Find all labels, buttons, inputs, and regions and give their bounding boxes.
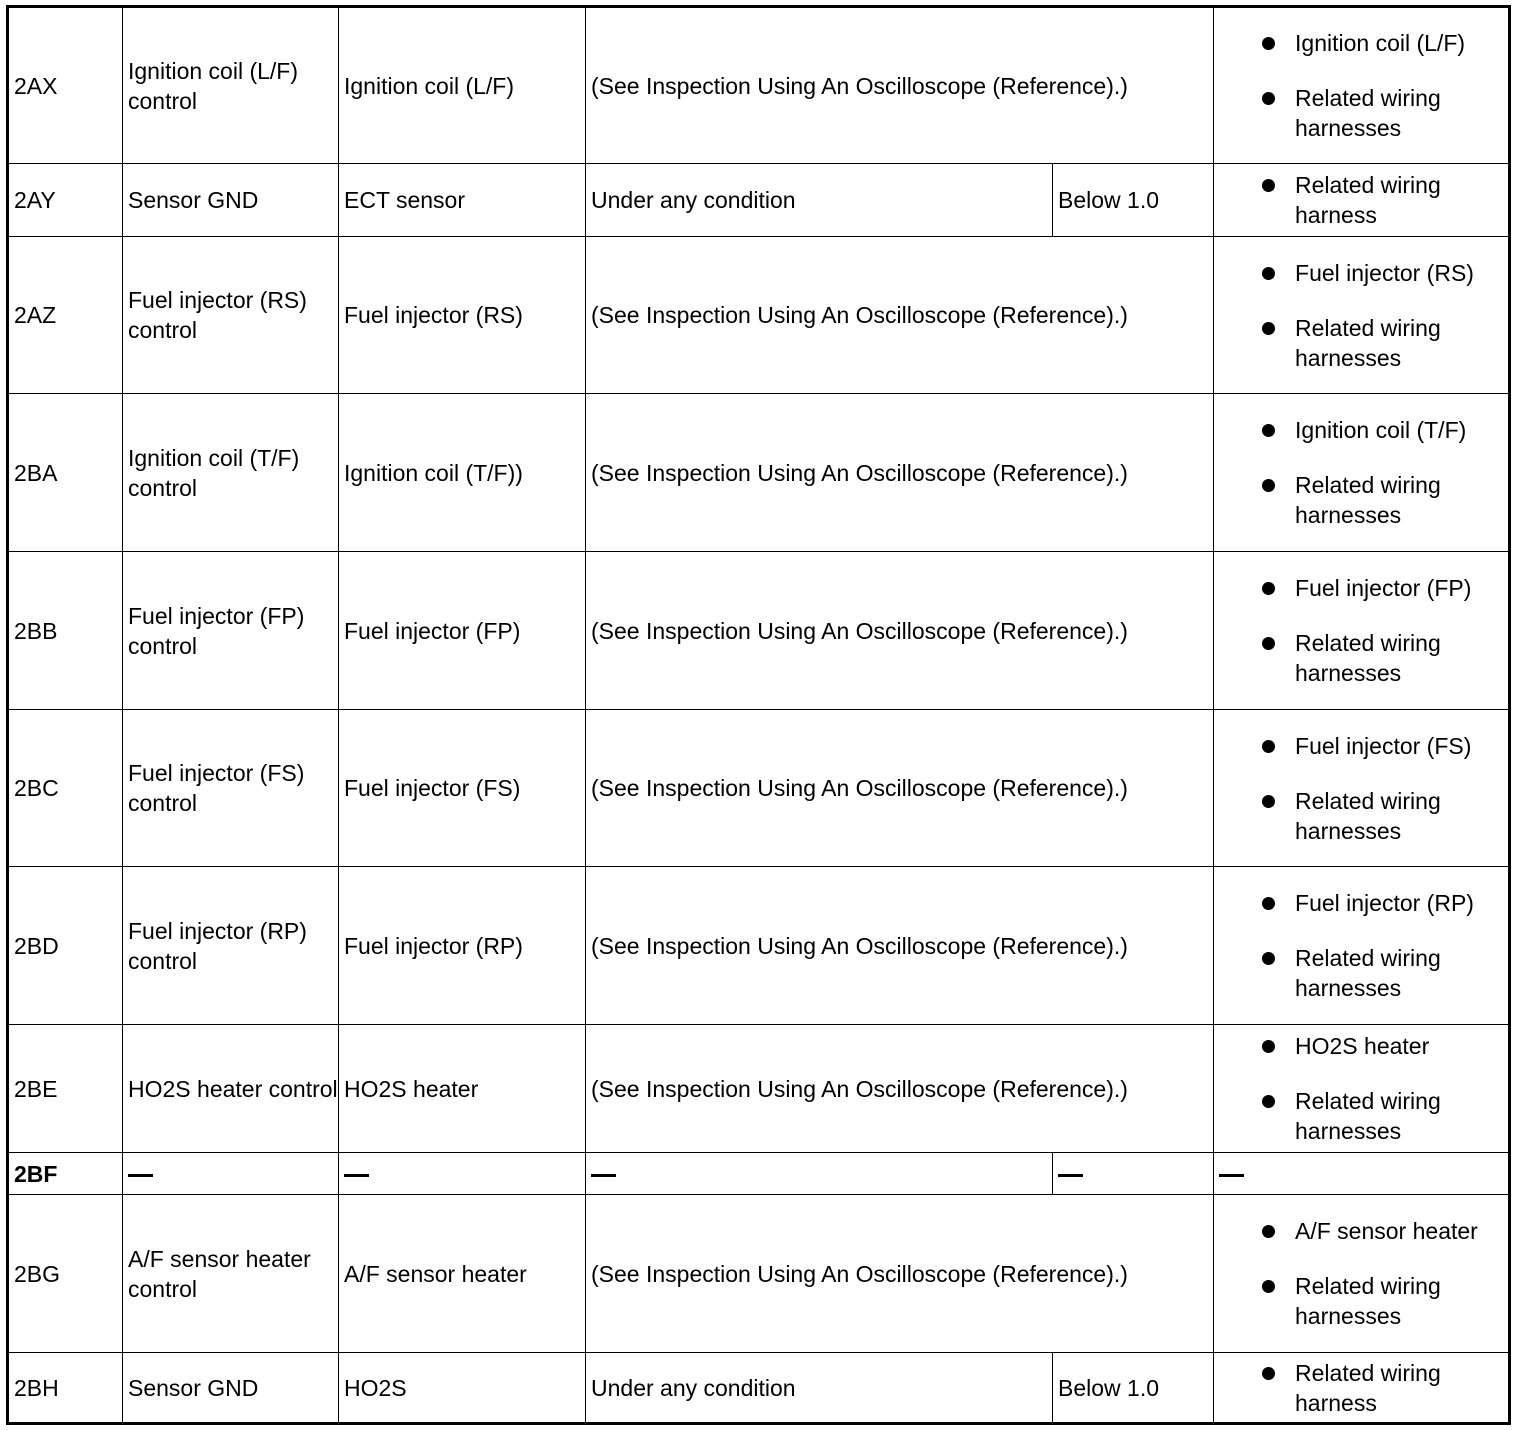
check-item: Related wiring harnesses bbox=[1262, 628, 1508, 688]
check-item: HO2S heater bbox=[1262, 1031, 1508, 1061]
terminal-cell: 2BD bbox=[8, 867, 123, 1025]
table-row bbox=[8, 552, 1510, 710]
check-item: Related wiring harnesses bbox=[1262, 1271, 1508, 1331]
voltage-cell bbox=[1053, 1153, 1214, 1195]
table-row bbox=[8, 1353, 1510, 1424]
check-items-cell bbox=[1214, 1153, 1510, 1195]
test-condition-cell: (See Inspection Using An Oscilloscope (Reference).) bbox=[586, 7, 1214, 164]
terminal-cell: 2BE bbox=[8, 1025, 123, 1153]
check-item: Related wiring harness bbox=[1262, 170, 1508, 230]
check-items-cell bbox=[1214, 867, 1510, 1025]
signal-name-cell: Fuel injector (FP) control bbox=[123, 552, 339, 710]
voltage-cell: Below 1.0 bbox=[1053, 164, 1214, 237]
check-items-cell bbox=[1214, 7, 1510, 164]
check-item-list bbox=[1214, 1358, 1508, 1418]
check-item: Related wiring harnesses bbox=[1262, 786, 1508, 846]
signal-name-cell: Ignition coil (T/F) control bbox=[123, 394, 339, 552]
dash-placeholder bbox=[1058, 1174, 1083, 1177]
check-item: Related wiring harnesses bbox=[1262, 83, 1508, 143]
connected-to-cell: Fuel injector (RP) bbox=[339, 867, 586, 1025]
terminal-cell: 2AX bbox=[8, 7, 123, 164]
connected-to-cell: Fuel injector (FP) bbox=[339, 552, 586, 710]
check-items-cell bbox=[1214, 1195, 1510, 1353]
check-item: Fuel injector (FP) bbox=[1262, 573, 1508, 603]
connected-to-cell: Fuel injector (RS) bbox=[339, 237, 586, 394]
check-item-list bbox=[1214, 415, 1508, 530]
check-item-list bbox=[1214, 573, 1508, 688]
connected-to-cell: Ignition coil (T/F)) bbox=[339, 394, 586, 552]
dash-placeholder bbox=[344, 1174, 369, 1177]
table-row bbox=[8, 1195, 1510, 1353]
table-body bbox=[8, 7, 1510, 1424]
connected-to-cell: Fuel injector (FS) bbox=[339, 710, 586, 867]
check-item: Related wiring harnesses bbox=[1262, 943, 1508, 1003]
check-item-list bbox=[1214, 888, 1508, 1003]
terminal-cell: 2AZ bbox=[8, 237, 123, 394]
check-item: A/F sensor heater bbox=[1262, 1216, 1508, 1246]
check-items-cell bbox=[1214, 237, 1510, 394]
table-row bbox=[8, 7, 1510, 164]
signal-name-cell: Fuel injector (RS) control bbox=[123, 237, 339, 394]
terminal-cell: 2BF bbox=[8, 1153, 123, 1195]
check-item-list bbox=[1214, 1031, 1508, 1146]
terminal-cell: 2AY bbox=[8, 164, 123, 237]
check-items-cell bbox=[1214, 394, 1510, 552]
signal-name-cell: HO2S heater control bbox=[123, 1025, 339, 1153]
terminal-cell: 2BH bbox=[8, 1353, 123, 1424]
signal-name-cell: Fuel injector (RP) control bbox=[123, 867, 339, 1025]
check-items-cell bbox=[1214, 552, 1510, 710]
dash-placeholder bbox=[591, 1174, 616, 1177]
dash-placeholder bbox=[128, 1174, 153, 1177]
test-condition-cell: Under any condition bbox=[586, 1353, 1053, 1424]
signal-name-cell: Sensor GND bbox=[123, 164, 339, 237]
connected-to-cell: Ignition coil (L/F) bbox=[339, 7, 586, 164]
check-item: Related wiring harnesses bbox=[1262, 313, 1508, 373]
test-condition-cell: Under any condition bbox=[586, 164, 1053, 237]
signal-name-cell: A/F sensor heater control bbox=[123, 1195, 339, 1353]
check-item-list bbox=[1214, 731, 1508, 846]
check-item: Fuel injector (RS) bbox=[1262, 258, 1508, 288]
check-item-list bbox=[1214, 258, 1508, 373]
table-row bbox=[8, 237, 1510, 394]
check-item: Related wiring harness bbox=[1262, 1358, 1508, 1418]
table-row bbox=[8, 1025, 1510, 1153]
signal-name-cell bbox=[123, 1153, 339, 1195]
terminal-cell: 2BB bbox=[8, 552, 123, 710]
table-row bbox=[8, 164, 1510, 237]
table-row bbox=[8, 867, 1510, 1025]
connected-to-cell: HO2S heater bbox=[339, 1025, 586, 1153]
terminal-cell: 2BA bbox=[8, 394, 123, 552]
terminal-cell: 2BC bbox=[8, 710, 123, 867]
signal-name-cell: Ignition coil (L/F) control bbox=[123, 7, 339, 164]
test-condition-cell: (See Inspection Using An Oscilloscope (Reference).) bbox=[586, 1025, 1214, 1153]
terminal-voltage-table bbox=[6, 5, 1511, 1425]
check-items-cell bbox=[1214, 164, 1510, 237]
signal-name-cell: Fuel injector (FS) control bbox=[123, 710, 339, 867]
check-item-list bbox=[1214, 28, 1508, 143]
connected-to-cell: ECT sensor bbox=[339, 164, 586, 237]
test-condition-cell: (See Inspection Using An Oscilloscope (Reference).) bbox=[586, 237, 1214, 394]
check-item: Fuel injector (FS) bbox=[1262, 731, 1508, 761]
check-items-cell bbox=[1214, 710, 1510, 867]
signal-name-cell: Sensor GND bbox=[123, 1353, 339, 1424]
check-item: Ignition coil (T/F) bbox=[1262, 415, 1508, 445]
check-item: Related wiring harnesses bbox=[1262, 470, 1508, 530]
test-condition-cell: (See Inspection Using An Oscilloscope (Reference).) bbox=[586, 867, 1214, 1025]
test-condition-cell: (See Inspection Using An Oscilloscope (Reference).) bbox=[586, 710, 1214, 867]
test-condition-cell bbox=[586, 1153, 1053, 1195]
check-item: Related wiring harnesses bbox=[1262, 1086, 1508, 1146]
table-row bbox=[8, 394, 1510, 552]
test-condition-cell: (See Inspection Using An Oscilloscope (Reference).) bbox=[586, 1195, 1214, 1353]
terminal-cell: 2BG bbox=[8, 1195, 123, 1353]
check-item: Ignition coil (L/F) bbox=[1262, 28, 1508, 58]
check-item-list bbox=[1214, 170, 1508, 230]
connected-to-cell bbox=[339, 1153, 586, 1195]
table-row bbox=[8, 710, 1510, 867]
voltage-cell: Below 1.0 bbox=[1053, 1353, 1214, 1424]
check-item: Fuel injector (RP) bbox=[1262, 888, 1508, 918]
test-condition-cell: (See Inspection Using An Oscilloscope (Reference).) bbox=[586, 394, 1214, 552]
test-condition-cell: (See Inspection Using An Oscilloscope (Reference).) bbox=[586, 552, 1214, 710]
check-item-list bbox=[1214, 1216, 1508, 1331]
connected-to-cell: A/F sensor heater bbox=[339, 1195, 586, 1353]
table-row bbox=[8, 1153, 1510, 1195]
check-items-cell bbox=[1214, 1025, 1510, 1153]
dash-placeholder bbox=[1219, 1174, 1244, 1177]
check-items-cell bbox=[1214, 1353, 1510, 1424]
connected-to-cell: HO2S bbox=[339, 1353, 586, 1424]
